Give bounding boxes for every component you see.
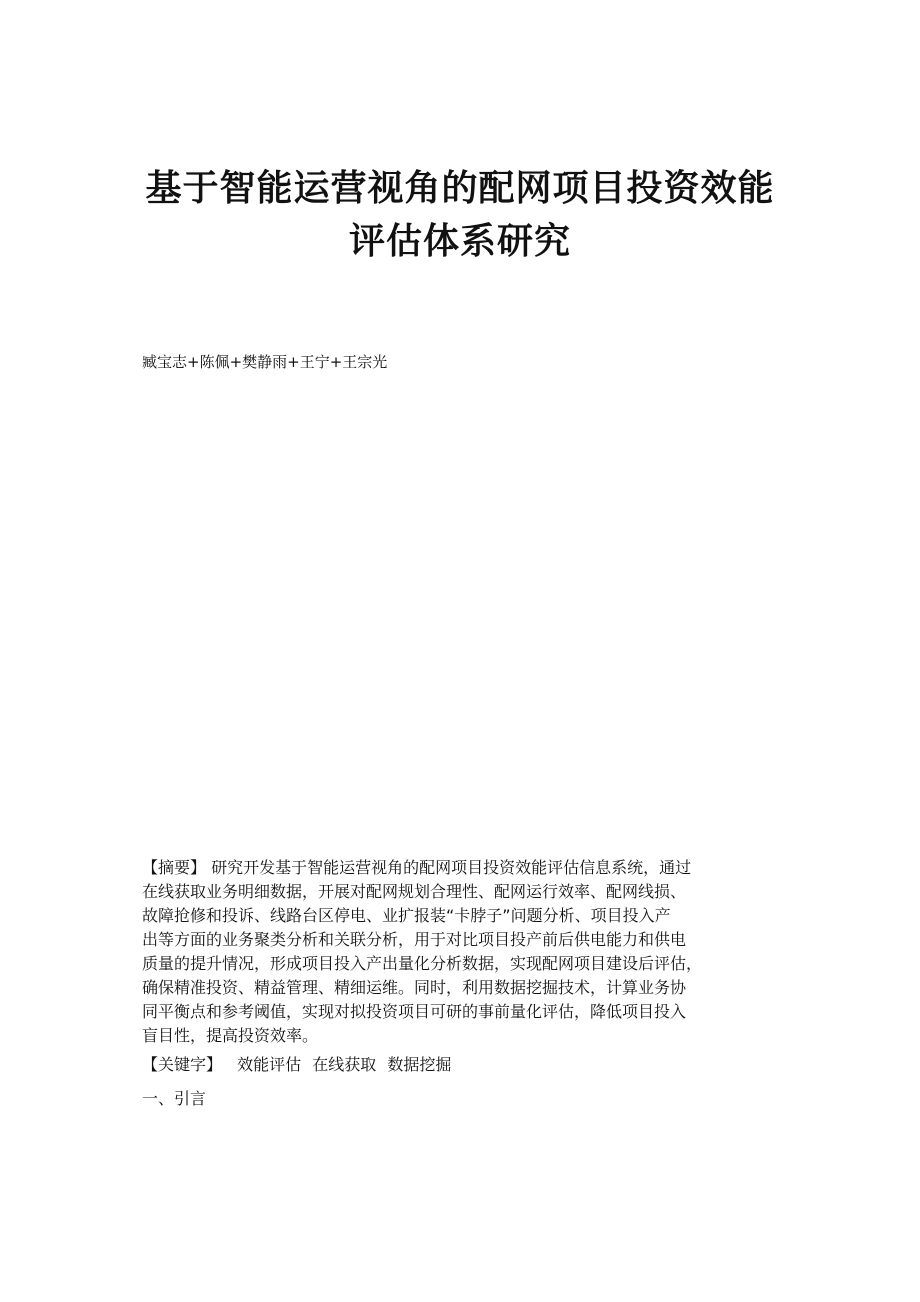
paper-title-line-2: 评估体系研究 bbox=[348, 220, 571, 262]
abstract-line: 盲目性，提高投资效率。 bbox=[142, 1026, 319, 1045]
abstract-line: 故障抢修和投诉、线路台区停电、业扩报装“卡脖子”问题分析、项目投入产 bbox=[142, 906, 671, 925]
keywords-label: 【关键字】 bbox=[142, 1055, 223, 1074]
author-list: 臧宝志+陈佩+樊静雨+王宁+王宗光 bbox=[142, 353, 388, 371]
paper-title-line-1: 基于智能运营视角的配网项目投资效能 bbox=[145, 167, 775, 209]
abstract-line: 出等方面的业务聚类分析和关联分析，用于对比项目投产前后供电能力和供电 bbox=[142, 930, 687, 949]
abstract-line: 同平衡点和参考阈值，实现对拟投资项目可研的事前量化评估，降低项目投入 bbox=[142, 1002, 687, 1021]
keyword: 数据挖掘 bbox=[387, 1055, 452, 1074]
keyword: 效能评估 bbox=[237, 1055, 302, 1074]
keyword: 在线获取 bbox=[312, 1055, 377, 1074]
section-heading-introduction: 一、引言 bbox=[142, 1089, 207, 1108]
abstract bbox=[142, 856, 782, 1048]
paper-title bbox=[100, 162, 820, 268]
abstract-line: 确保精准投资、精益管理、精细运维。同时，利用数据挖掘技术，计算业务协 bbox=[142, 978, 687, 997]
abstract-line: 质量的提升情况，形成项目投入产出量化分析数据，实现配网项目建设后评估， bbox=[142, 954, 703, 973]
abstract-line: 【摘要】 研究开发基于智能运营视角的配网项目投资效能评估信息系统，通过 bbox=[142, 858, 692, 877]
keywords bbox=[142, 1053, 457, 1077]
abstract-line: 在线获取业务明细数据，开展对配网规划合理性、配网运行效率、配网线损、 bbox=[142, 882, 687, 901]
